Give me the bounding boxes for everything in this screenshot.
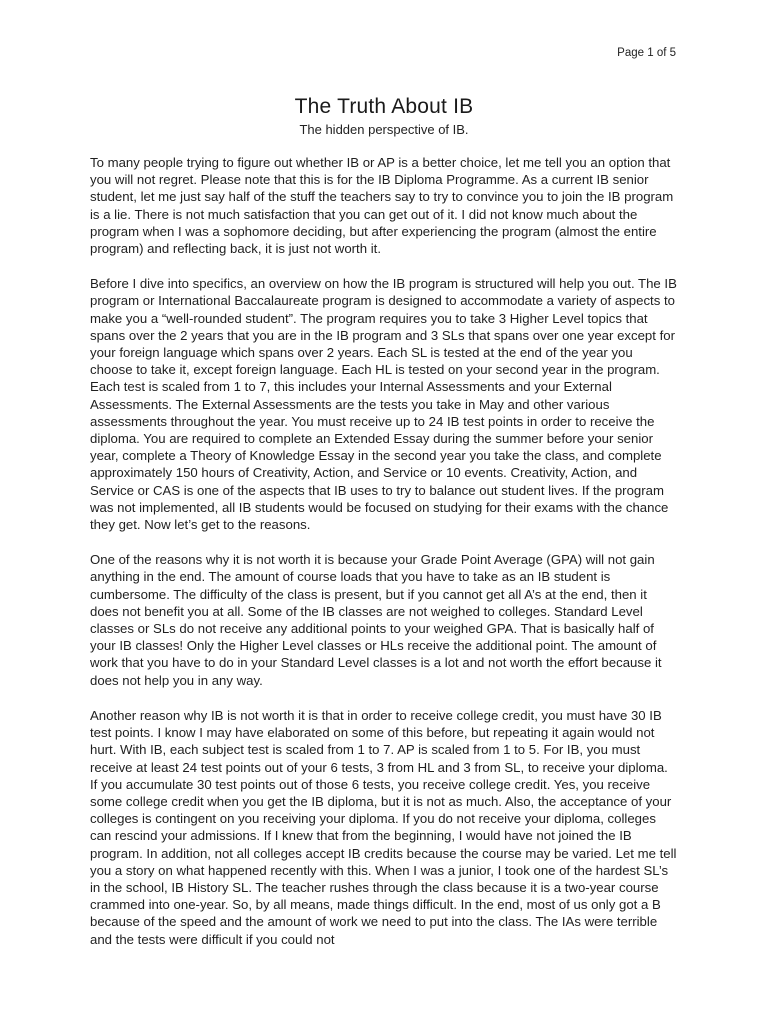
paragraph-gpa-reason: One of the reasons why it is not worth it is because your Grade Point Average (GPA) will not gain anything in the end. The amount of course loads that you have to take as an IB student is cumbersome. The difficulty of the class is present, but if you cannot get all A’s at the end, then it does not benefit you at all. Some of the IB classes are not weighed to colleges. Standard Level classes or SLs do not receive any additional points to your weighed GPA. That is basically half of your IB classes! Only the Higher Level classes or HLs receive the additional point. The amount of work that you have to do in your Standard Level classes is a lot and not worth the effort because it does not help you in any way. [90,552,662,688]
page-number: Page 1 of 5 [617,47,676,59]
document-body [90,154,678,948]
document-title: The Truth About IB [294,95,474,118]
document-subtitle: The hidden perspective of IB. [299,122,469,137]
paragraph-overview: Before I dive into specifics, an overview on how the IB program is structured will help you out. The IB program or International Baccalaureate program is designed to accommodate a variety of aspects to make you a “well-rounded student”. The program requires you to take 3 Higher Level topics that spans over the 2 years that you are in the IB program and 3 SLs that spans over one year except for your foreign language which spans over 2 years. Each SL is tested at the end of the year you choose to take it, except foreign language. Each HL is tested on your second year in the program. Each test is scaled from 1 to 7, this includes your Internal Assessments and your External Assessments. The External Assessments are the tests you take in May and other various assessments throughout the year. You must receive up to 24 IB test points in order to receive the diploma. You are required to complete an Extended Essay during the summer before your senior year, complete a Theory of Knowledge Essay in the second year you take the class, and complete approximately 150 hours of Creativity, Action, and Service or 10 events. Creativity, Action, and Service or CAS is one of the aspects that IB uses to try to balance out student lives. If the program was not implemented, all IB students would be focused on studying for their exams with the chance they get. Now let’s get to the reasons. [90,276,677,533]
paragraph-intro: To many people trying to figure out whether IB or AP is a better choice, let me tell you an option that you will not regret. Please note that this is for the IB Diploma Programme. As a current IB senior student, let me just say half of the stuff the teachers say to try to convince you to join the IB program is a lie. There is not much satisfaction that you can get out of it. I did not know much about the program when I was a sophomore deciding, but after experiencing the program (almost the entire program) and reflecting back, it is just not worth it. [90,155,674,257]
paragraph-college-credit-reason: Another reason why IB is not worth it is that in order to receive college credit, you must have 30 IB test points. I know I may have elaborated on some of this before, but repeating it again would not hurt. With IB, each subject test is scaled from 1 to 7. AP is scaled from 1 to 5. For IB, you must receive at least 24 test points out of your 6 tests, 3 from HL and 3 from SL, to receive your diploma. If you accumulate 30 test points out of those 6 tests, you receive college credit. Yes, you receive some college credit when you get the IB diploma, but it is not as much. Also, the acceptance of your colleges is contingent on you receiving your diploma. If you do not receive your diploma, colleges can rescind your admissions. If I knew that from the beginning, I would have not joined the IB program. In addition, not all colleges accept IB credits because the course may be varied. Let me tell you a story on what happened recently with this. When I was a junior, I took one of the hardest SL’s in the school, IB History SL. The teacher rushes through the class because it is a two-year course crammed into one-year. So, by all means, made things difficult. In the end, most of us only got a B because of the speed and the amount of work we need to put into the class. The IAs were terrible and the tests were difficult if you could not [90,707,677,947]
